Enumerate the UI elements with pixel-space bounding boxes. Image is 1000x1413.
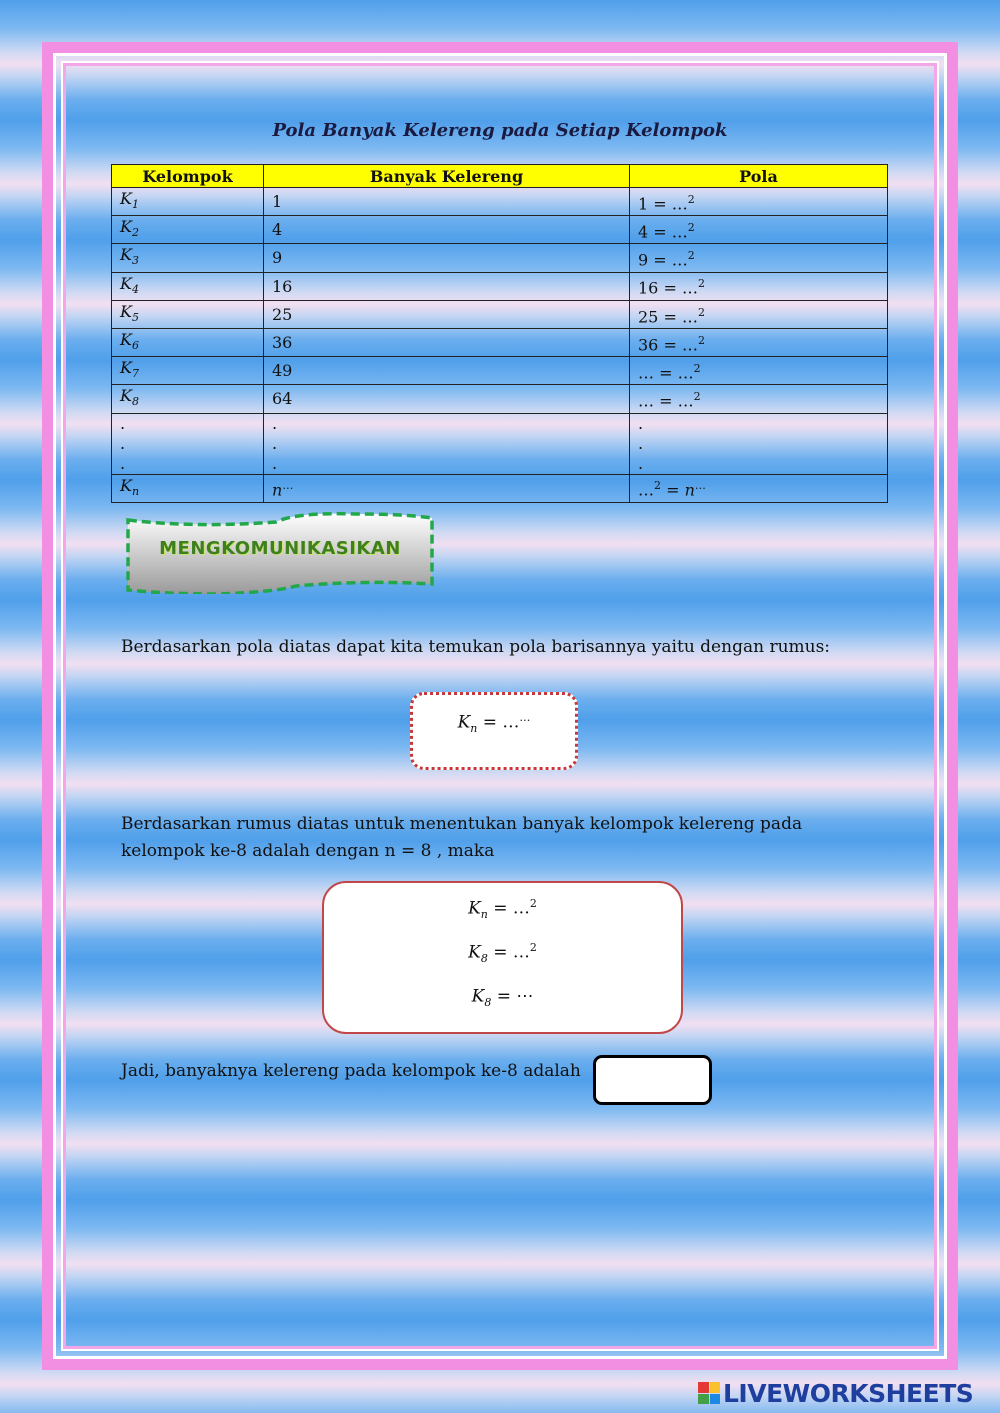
cell-banyak: 1: [264, 188, 630, 216]
formula-box-k8: [322, 881, 683, 1034]
table-row-ellipsis: [112, 454, 888, 475]
cell-pola: 36 = …$^2$: [630, 328, 888, 356]
table-row: [112, 216, 888, 244]
cell-pola: 1 = …$^2$: [630, 188, 888, 216]
cell-banyak: 64: [264, 385, 630, 413]
cell-banyak: 25: [264, 300, 630, 328]
table-header-row: [112, 165, 888, 188]
table-row: [112, 328, 888, 356]
pattern-table: [111, 164, 888, 503]
table-row-ellipsis: [112, 434, 888, 454]
paragraph-1: Berdasarkan pola diatas dapat kita temukan pola barisannya yaitu dengan rumus:: [121, 637, 831, 657]
formula1-sub: n: [470, 722, 478, 736]
cell-pola: 9 = …$^2$: [630, 244, 888, 272]
table-row: [112, 188, 888, 216]
cell-dot: .: [630, 454, 888, 475]
header-kelompok: Kelompok: [112, 165, 264, 188]
cell-banyak: 16: [264, 272, 630, 300]
paragraph-2: [121, 811, 802, 865]
header-pola: Pola: [630, 165, 888, 188]
cell-banyak: n…: [264, 474, 630, 502]
table-row: [112, 357, 888, 385]
cell-pola: 25 = …$^2$: [630, 300, 888, 328]
cell-pola: 4 = …$^2$: [630, 216, 888, 244]
cell-kelompok: $K_n$: [112, 474, 264, 502]
table-row: [112, 244, 888, 272]
formula-box-general: [410, 692, 578, 770]
cell-banyak: 4: [264, 216, 630, 244]
cell-kelompok: $K_5$: [112, 300, 264, 328]
cell-kelompok: $K_8$: [112, 385, 264, 413]
cell-dot: .: [112, 413, 264, 434]
cell-banyak: 9: [264, 244, 630, 272]
cell-kelompok: $K_4$: [112, 272, 264, 300]
cell-dot: .: [112, 454, 264, 475]
formula1-sup: …: [519, 711, 531, 724]
cell-kelompok: $K_1$: [112, 188, 264, 216]
cell-banyak: 49: [264, 357, 630, 385]
formula-line: $K_8$ = ⋯: [471, 986, 534, 1010]
cell-pola: 16 = …$^2$: [630, 272, 888, 300]
cell-kelompok: $K_2$: [112, 216, 264, 244]
formula-line: $K_8$ = …$^2$: [468, 941, 537, 966]
cell-dot: .: [264, 454, 630, 475]
table-row: [112, 300, 888, 328]
cell-kelompok: $K_7$: [112, 357, 264, 385]
cell-pola: … = …$^2$: [630, 385, 888, 413]
cell-banyak: 36: [264, 328, 630, 356]
cell-dot: .: [630, 434, 888, 454]
mengkomunikasikan-banner: [126, 510, 434, 594]
table-row: [112, 385, 888, 413]
table-row-ellipsis: [112, 413, 888, 434]
formula1-rhs: = …: [477, 712, 520, 733]
page-title: Pola Banyak Kelereng pada Setiap Kelompok: [272, 120, 728, 141]
cell-kelompok: $K_6$: [112, 328, 264, 356]
cell-pola: … = …$^2$: [630, 357, 888, 385]
paragraph-2-line-2: kelompok ke-8 adalah dengan n = 8 , maka: [121, 841, 495, 861]
cell-dot: .: [630, 413, 888, 434]
paragraph-2-line-1: Berdasarkan rumus diatas untuk menentukan banyak kelompok kelereng pada: [121, 814, 803, 834]
brand-text: LIVEWORKSHEETS: [723, 1378, 974, 1408]
cell-dot: .: [264, 434, 630, 454]
table-row: [112, 272, 888, 300]
answer-input-box[interactable]: [593, 1055, 712, 1105]
formula1-k: K: [457, 712, 471, 733]
cell-pola: …$^2$ = n…: [630, 474, 888, 502]
cell-kelompok: $K_3$: [112, 244, 264, 272]
table-row-n: [112, 474, 888, 502]
cell-dot: .: [264, 413, 630, 434]
formula-line: $K_n$ = …$^2$: [468, 897, 537, 922]
conclusion-text: Jadi, banyaknya kelereng pada kelompok ke-8 adalah: [121, 1061, 581, 1081]
cell-dot: .: [112, 434, 264, 454]
liveworksheets-logo-icon: [698, 1382, 720, 1404]
liveworksheets-brand: [698, 1378, 973, 1408]
header-banyak: Banyak Kelereng: [264, 165, 630, 188]
banner-title: MENGKOMUNIKASIKAN: [159, 538, 401, 559]
